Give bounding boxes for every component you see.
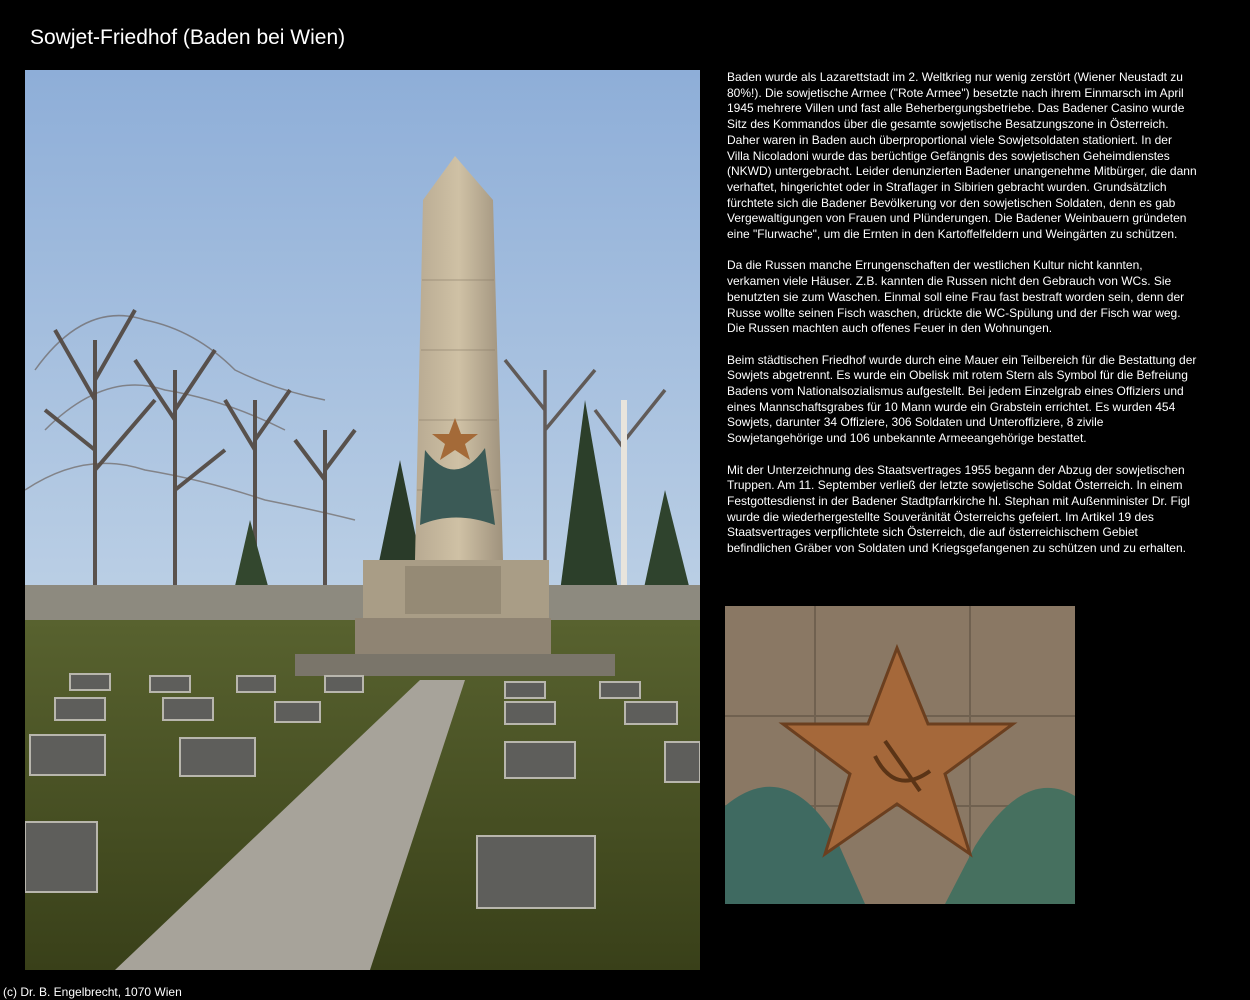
red-star-illustration xyxy=(725,606,1075,904)
red-star-detail-photo xyxy=(725,606,1075,904)
obelisk-cemetery-photo xyxy=(25,70,700,970)
article-paragraph: Mit der Unterzeichnung des Staatsvertrages 1955 begann der Abzug der sowjetischen Truppen. Am 11. September verließ der letzte sowjetische Soldat Österreich. In einem Festgottesdienst in der Badener Stadtpfarrkirche hl. Stephan mit Außenminister Dr. Figl wurde die wiederhergestellte Souveränität Österreichs gefeiert. Im Artikel 19 des Staatsvertrages verpflichtete sich Österreich, die auf österreichischem Gebiet befindlichen Gräber von Soldaten und Kriegsgefangenen zu schützen und zu erhalten. xyxy=(727,462,1190,556)
article-paragraph: Da die Russen manche Errungenschaften der westlichen Kultur nicht kannten, verkamen viele Häuser. Z.B. kannten die Russen nicht den Gebrauch von WCs. Sie benutzten sie zum Waschen. Einmal soll eine Frau fast bestraft worden sein, denn der Russe wollte seinen Fisch waschen, drückte die WC-Spülung und der Fisch war weg. Die Russen machten auch offenes Feuer in den Wohnungen. xyxy=(727,258,1185,336)
article-paragraph: Baden wurde als Lazarettstadt im 2. Weltkrieg nur wenig zerstört (Wiener Neustadt zu 80%!). Die sowjetische Armee ("Rote Armee") besetzte nach ihrem Einmarsch im April 1945 mehrere Villen und fast alle Beherbergungsbetriebe. Das Badener Casino wurde Sitz des Kommandos über die gesamte sowjetische Besatzungszone in Österreich. Daher waren in Baden auch überproportional viele Sowjetsoldaten stationiert. In der Villa Nicoladoni wurde das berüchtige Gefängnis des sowjetischen Geheimdienstes (NKWD) untergebracht. Leider denunzierten Badener unangenehme Mitbürger, die dann verhaftet, hingerichtet oder in Straflager in Sibirien gebracht wurden. Grundsätzlich fürchtete sich die Badener Bevölkerung vor den sowjetischen Soldaten, denn es gab Vergewaltigungen von Frauen und Plünderungen. Die Badener Weinbauern gründeten eine "Flurwache", um die Ernten in den Kartoffelfeldern und Weingärten zu schützen. xyxy=(727,70,1197,242)
article-text xyxy=(727,70,1197,572)
obelisk-cemetery-illustration xyxy=(25,70,700,970)
page-title: Sowjet-Friedhof (Baden bei Wien) xyxy=(30,26,346,49)
article-paragraph: Beim städtischen Friedhof wurde durch eine Mauer ein Teilbereich für die Bestattung der Sowjets abgetrennt. Es wurde ein Obelisk mit rotem Stern als Symbol für die Befreiung Badens vom Nationalsozialismus aufgestellt. Bei jedem Einzelgrab eines Offiziers und eines Mannschaftsgrabes für 10 Mann wurde ein Grabstein errichtet. Es wurden 454 Sowjets, darunter 34 Offiziere, 306 Soldaten und Unteroffiziere, 8 zivile Sowjetangehörige und 106 unbekannte Armeeangehörige bestattet. xyxy=(727,352,1197,446)
copyright-credit: (c) Dr. B. Engelbrecht, 1070 Wien xyxy=(3,985,182,999)
